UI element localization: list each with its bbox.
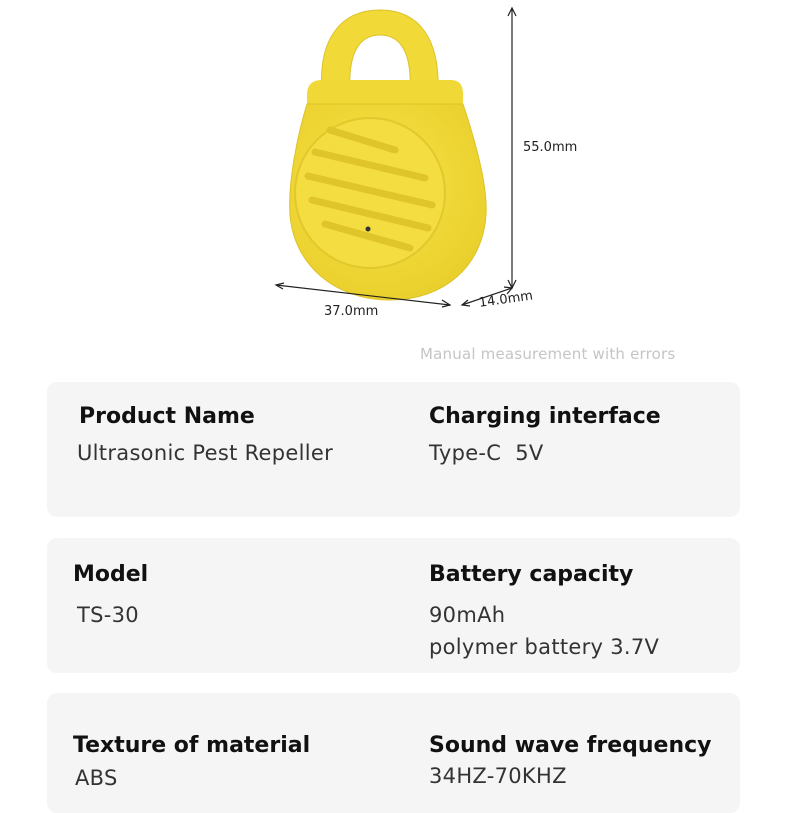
product-figure (0, 0, 800, 340)
height-dimension: 55.0mm (523, 140, 578, 155)
spec-value-line1: 90mAh (429, 603, 506, 627)
spec-card-2 (47, 538, 740, 673)
spec-texture-material (73, 733, 310, 794)
measurement-note: Manual measurement with errors (420, 345, 676, 363)
height-dimension-line (508, 8, 516, 288)
product-image (0, 0, 800, 340)
width-dimension: 37.0mm (324, 304, 379, 319)
spec-product-name (79, 404, 333, 469)
spec-value: 34HZ-70KHZ (429, 764, 567, 788)
spec-value-line2: polymer battery 3.7V (429, 635, 660, 659)
spec-label: Battery capacity (429, 562, 634, 587)
handle-shape (322, 10, 439, 92)
spec-label: Texture of material (73, 733, 311, 758)
spec-card-1 (47, 382, 740, 517)
spec-label: Model (73, 562, 149, 587)
depth-dimension: 14.0mm (478, 288, 534, 311)
spec-value: ABS (75, 766, 118, 790)
indicator-dot (366, 227, 371, 232)
spec-battery-capacity (429, 562, 659, 663)
spec-value: Ultrasonic Pest Repeller (77, 441, 334, 465)
spec-card-3 (47, 693, 740, 813)
spec-label: Sound wave frequency (429, 733, 712, 758)
spec-value: Type-C 5V (429, 441, 544, 465)
spec-sound-wave-frequency (429, 733, 712, 792)
spec-label: Product Name (79, 404, 255, 429)
spec-value: TS-30 (77, 603, 139, 627)
spec-model (73, 562, 148, 631)
spec-label: Charging interface (429, 404, 661, 429)
spec-charging-interface (429, 404, 661, 469)
